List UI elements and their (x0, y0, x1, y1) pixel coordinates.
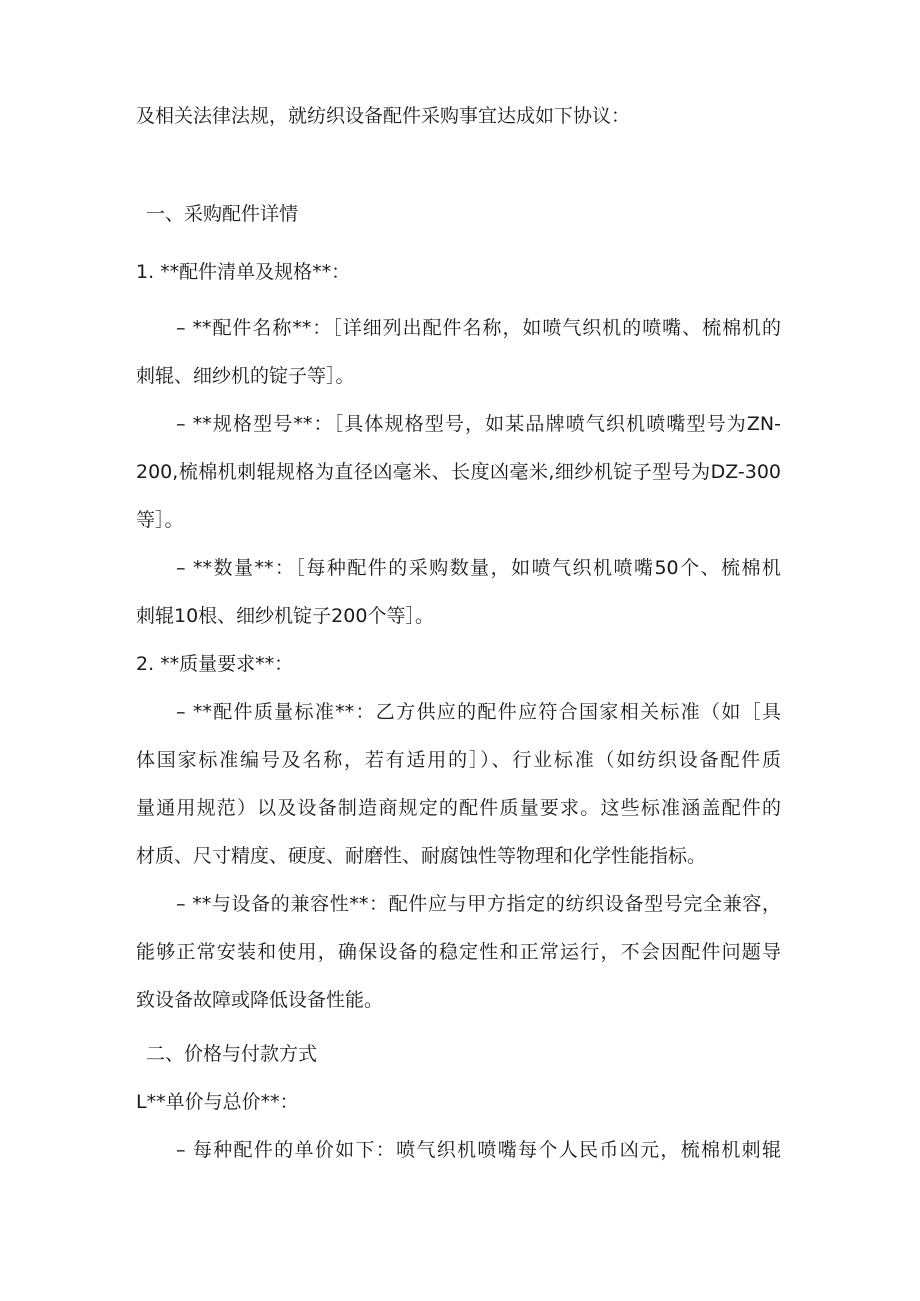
item-2-heading: 2. **质量要求**： (136, 653, 294, 675)
quality-line-2: 体国家标准编号及名称，若有适用的］）、行业标准（如纺织设备配件质 (136, 749, 781, 771)
parts-name-line-1: – **配件名称**：［详细列出配件名称，如喷气织机的喷嘴、梳棉机的 (176, 317, 781, 339)
compat-line-2: 能够正常安装和使用，确保设备的稳定性和正常运行，不会因配件问题导 (136, 941, 781, 963)
spec-line-1: – **规格型号**：［具体规格型号，如某品牌喷气织机喷嘴型号为ZN- (176, 413, 781, 435)
price-item-heading: L**单价与总价**： (136, 1091, 299, 1113)
quantity-line-2: 刺辊10根、细纱机锭子200个等］。 (136, 605, 434, 627)
compat-line-1: – **与设备的兼容性**：配件应与甲方指定的纺织设备型号完全兼容， (176, 893, 781, 915)
compat-line-3: 致设备故障或降低设备性能。 (136, 989, 384, 1011)
spec-line-3: 等］。 (136, 509, 184, 531)
quality-line-3: 量通用规范）以及设备制造商规定的配件质量要求。这些标准涵盖配件的 (136, 797, 781, 819)
intro-line: 及相关法律法规，就纺织设备配件采购事宜达成如下协议： (136, 105, 631, 127)
unit-price-line-1: – 每种配件的单价如下：喷气织机喷嘴每个人民币凶元，梳棉机刺辊 (176, 1139, 781, 1161)
quality-line-1: – **配件质量标准**：乙方供应的配件应符合国家相关标准（如［具 (176, 701, 781, 723)
section-heading-2: 二、价格与付款方式 (146, 1043, 318, 1065)
quality-line-4: 材质、尺寸精度、硬度、耐磨性、耐腐蚀性等物理和化学性能指标。 (136, 845, 707, 867)
section-heading-1: 一、采购配件详情 (146, 203, 299, 225)
spec-line-2: 200,梳棉机刺辊规格为直径凶毫米、长度凶毫米,细纱机锭子型号为DZ-300 (136, 461, 781, 483)
quantity-line-1: – **数量**：［每种配件的采购数量，如喷气织机喷嘴50个、梳棉机 (176, 557, 781, 579)
item-1-heading: 1. **配件清单及规格**： (136, 261, 351, 283)
parts-name-line-2: 刺辊、细纱机的锭子等］。 (136, 365, 355, 387)
